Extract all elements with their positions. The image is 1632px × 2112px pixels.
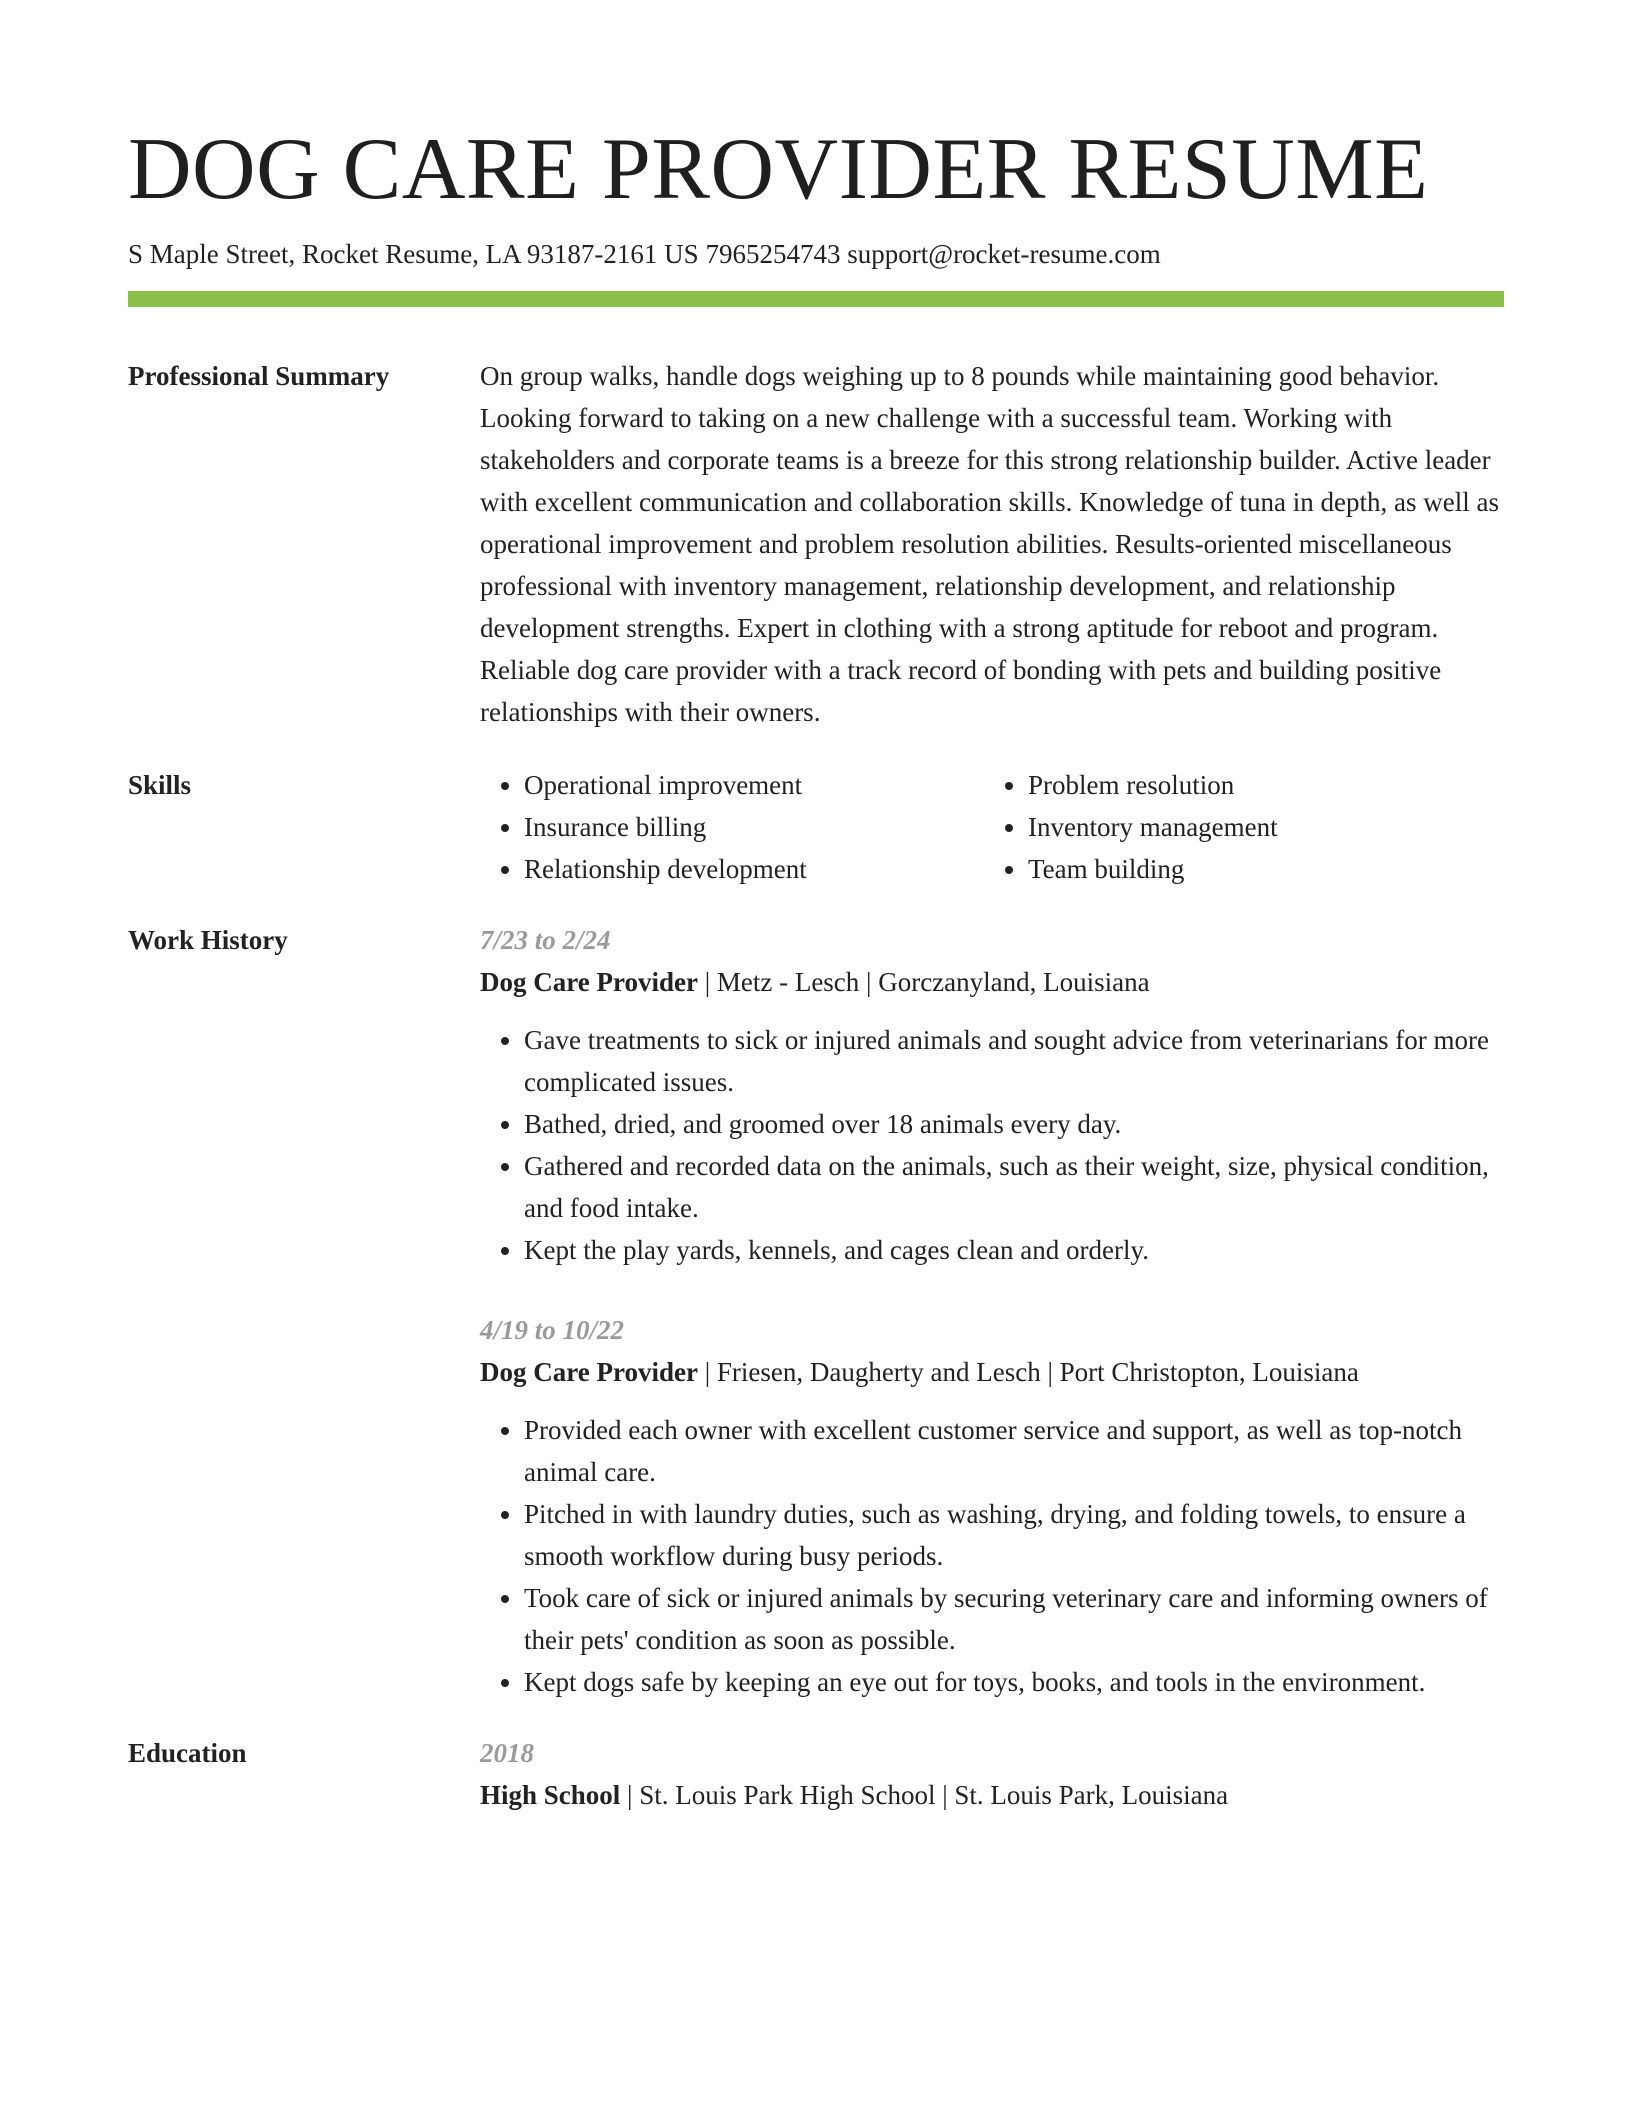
job-entry — [480, 1309, 1504, 1703]
job-employer-location: | Friesen, Daugherty and Lesch | Port Christopton, Louisiana — [697, 1357, 1359, 1387]
skills-column-left — [480, 764, 984, 890]
job-bullet: • Kept the play yards, kennels, and cages clean and orderly. — [524, 1229, 1504, 1271]
work-history-section — [128, 922, 1504, 1703]
job-entry — [480, 919, 1504, 1271]
education-year: 2018 — [480, 1738, 534, 1768]
job-bullet: • Kept dogs safe by keeping an eye out for toys, books, and tools in the environment. — [524, 1661, 1504, 1703]
job-heading — [480, 961, 1504, 1003]
job-employer-location: | Metz - Lesch | Gorczanyland, Louisiana — [697, 967, 1150, 997]
skill-item: • Problem resolution — [1028, 764, 1488, 806]
contact-phone: 7965254743 — [705, 239, 841, 269]
job-bullet: • Provided each owner with excellent customer service and support, as well as top-notch animal care. — [524, 1409, 1504, 1493]
summary-content — [480, 355, 1504, 733]
job-bullets — [480, 1409, 1504, 1703]
section-label-summary: Professional Summary — [128, 361, 390, 391]
job-bullet: • Gathered and recorded data on the animals, such as their weight, size, physical condition, and food intake. — [524, 1145, 1504, 1229]
section-label-education: Education — [128, 1738, 247, 1768]
resume-page — [128, 118, 1504, 1816]
job-bullet: • Gave treatments to sick or injured animals and sought advice from veterinarians for more complicated issues. — [524, 1019, 1504, 1103]
contact-line — [128, 236, 1504, 272]
skill-item: • Team building — [1028, 848, 1488, 890]
section-label-work-history: Work History — [128, 925, 288, 955]
job-bullets — [480, 1019, 1504, 1271]
education-content — [480, 1732, 1504, 1816]
education-heading — [480, 1774, 1504, 1816]
section-label-skills: Skills — [128, 770, 192, 800]
contact-address: S Maple Street, Rocket Resume, LA 93187-2161 US — [128, 239, 699, 269]
job-bullet: • Bathed, dried, and groomed over 18 animals every day. — [524, 1103, 1504, 1145]
job-title: Dog Care Provider — [480, 967, 698, 997]
contact-email: support@rocket-resume.com — [847, 239, 1161, 269]
job-dates: 4/19 to 10/22 — [480, 1315, 625, 1345]
job-heading — [480, 1351, 1504, 1393]
job-dates: 7/23 to 2/24 — [480, 925, 611, 955]
skills-section — [128, 767, 1504, 890]
job-bullet: • Took care of sick or injured animals by securing veterinary care and informing owners of their pets' condition as soon as possible. — [524, 1577, 1504, 1661]
resume-title: DOG CARE PROVIDER RESUME — [128, 121, 1429, 218]
skills-column-right — [984, 764, 1488, 890]
skill-item: • Insurance billing — [524, 806, 984, 848]
skill-item: • Relationship development — [524, 848, 984, 890]
work-history-content — [480, 919, 1504, 1703]
education-degree: High School — [480, 1780, 621, 1810]
skill-item: • Operational improvement — [524, 764, 984, 806]
education-school-location: | St. Louis Park High School | St. Louis Park, Louisiana — [620, 1780, 1229, 1810]
summary-text: On group walks, handle dogs weighing up to 8 pounds while maintaining good behavior. Looking forward to taking on a new challenge with a successful team. Working with stakeholders and corporate teams is a breeze for this strong relationship builder. Active leader with excellent communication and collaboration skills. Knowledge of tuna in depth, as well as operational improvement and problem resolution abilities. Results-oriented miscellaneous professional with inventory management, relationship development, and relationship development strengths. Expert in clothing with a strong aptitude for reboot and program. Reliable dog care provider with a track record of bonding with pets and building positive relationships with their owners. — [480, 361, 1499, 727]
skills-list — [480, 764, 1504, 890]
job-title: Dog Care Provider — [480, 1357, 698, 1387]
education-section — [128, 1735, 1504, 1816]
job-bullet: • Pitched in with laundry duties, such as washing, drying, and folding towels, to ensure a smooth workflow during busy periods. — [524, 1493, 1504, 1577]
summary-section — [128, 358, 1504, 733]
accent-divider — [128, 291, 1504, 307]
skill-item: • Inventory management — [1028, 806, 1488, 848]
